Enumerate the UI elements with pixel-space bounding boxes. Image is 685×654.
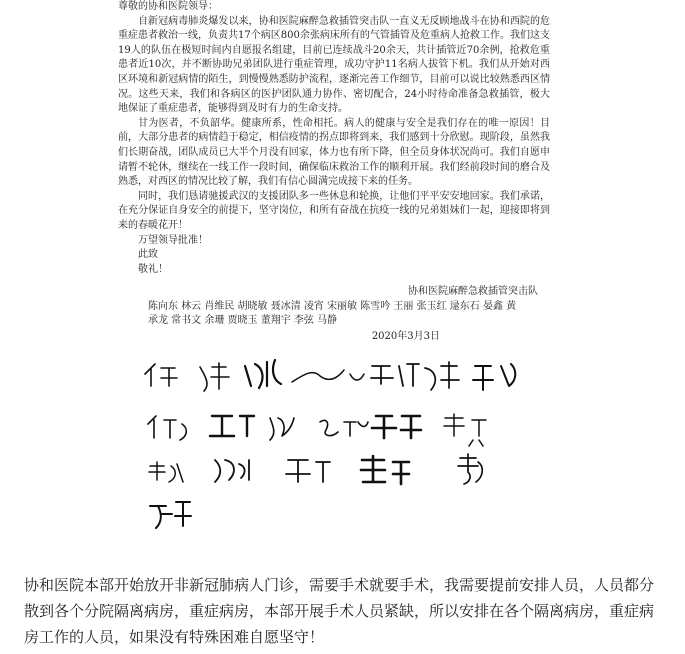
caption-text: 协和医院本部开始放开非新冠肺病人门诊，需要手术就要手术，我需要提前安排人员，人员都分散到各个分院隔离病房，重症病房，本部开展手术人员紧缺，所以安排在各个隔离病房，重症病房工作的人员，如果没有特殊困难自愿坚守！ (0, 548, 685, 654)
letter-paragraph-1: 自新冠病毒肺炎爆发以来，协和医院麻醉急救插管突击队一直义无反顾地战斗在协和西院的危重症患者救治一线，负责共17个病区800余张病床所有的气管插管及危重病人抢救工作。我们这支19人的队伍在极短时间内自愿报名组建，目前已连续战斗20余天，共计插管近70余例，抢救危重患者近10次，并不断协助兄弟团队进行重症管理，成功守护11名病人拔管下机。我们从开始对西区环境和新冠病情的陌生，到慢慢熟悉防护流程，逐渐完善工作细节，目前可以说比较熟悉西区情况。这些天来，我们和各病区的医护团队通力协作、密切配合，24小时待命准备急救插管，极大地保证了重症患者，能够得到及时有力的生命支持。 (118, 15, 550, 115)
letter-closing-1: 此致 (138, 249, 158, 261)
signature-stroke (473, 364, 515, 390)
signature-stroke (150, 502, 191, 528)
signature-stroke (215, 460, 249, 482)
letter-closing-2: 敬礼！ (138, 263, 168, 275)
signature-stroke (149, 462, 183, 482)
signature-stroke (210, 416, 254, 436)
signature-stroke (270, 418, 294, 440)
member-names-line-2: 承龙 常书文 余珊 贾晓玉 董翔宇 李弦 马静 (148, 314, 338, 326)
letter-paragraph-4: 万望领导批准！ (138, 234, 208, 246)
member-names-line-1: 陈向东 林云 肖维民 胡晓敏 聂冰清 凌宵 宋丽敏 陈雪吟 王丽 张玉红 逯东石 晏鑫 黄 (148, 300, 517, 312)
handwritten-signatures (140, 352, 540, 548)
letter-date: 2020年3月3日 (371, 330, 440, 342)
petition-letter (118, 0, 550, 350)
signature-stroke (361, 456, 409, 484)
signature-stroke (145, 364, 177, 386)
signature-stroke (245, 360, 281, 388)
signature-stroke (458, 454, 482, 484)
signature-stroke (425, 362, 459, 390)
letter-paragraph-3: 同时，我们恳请驰援武汉的支援团队多一些休息和轮换，让他们平平安安地回家。我们承诺，在充分保证自身安全的前提下，坚守岗位，和所有奋战在抗疫一线的兄弟姐妹们一起，迎接即将到来的春暖花开！ (118, 190, 550, 231)
signature-stroke (371, 364, 419, 386)
letter-salutation: 尊敬的协和医院领导： (118, 1, 218, 12)
signature-stroke (320, 420, 368, 436)
signature-stroke (372, 416, 421, 438)
team-name: 协和医院麻醉急救插管突击队 (408, 286, 538, 298)
signature-stroke (148, 416, 186, 440)
signature-stroke (200, 363, 229, 391)
letter-paragraph-2: 甘为医者，不负韶华。健康所系，性命相托。病人的健康与安全是我们存在的唯一原因！目前，大部分患者的病情趋于稳定，相信疫情的拐点即将到来，我们感到十分欣慰。现阶段，虽然我们长期奋战，团队成员已大半个月没有回家，体力也有所下降，但全员身体状况尚可。我们自愿申请暂不轮休，继续在一线工作一段时间，确保临床救治工作的顺利开展。我们经前段时间的磨合及熟悉，对西区的情况比较了解，我们有信心圆满完成接下来的任务。 (118, 117, 550, 188)
signature-stroke (292, 370, 364, 382)
signature-stroke (286, 460, 330, 482)
signature-stroke (444, 414, 486, 446)
